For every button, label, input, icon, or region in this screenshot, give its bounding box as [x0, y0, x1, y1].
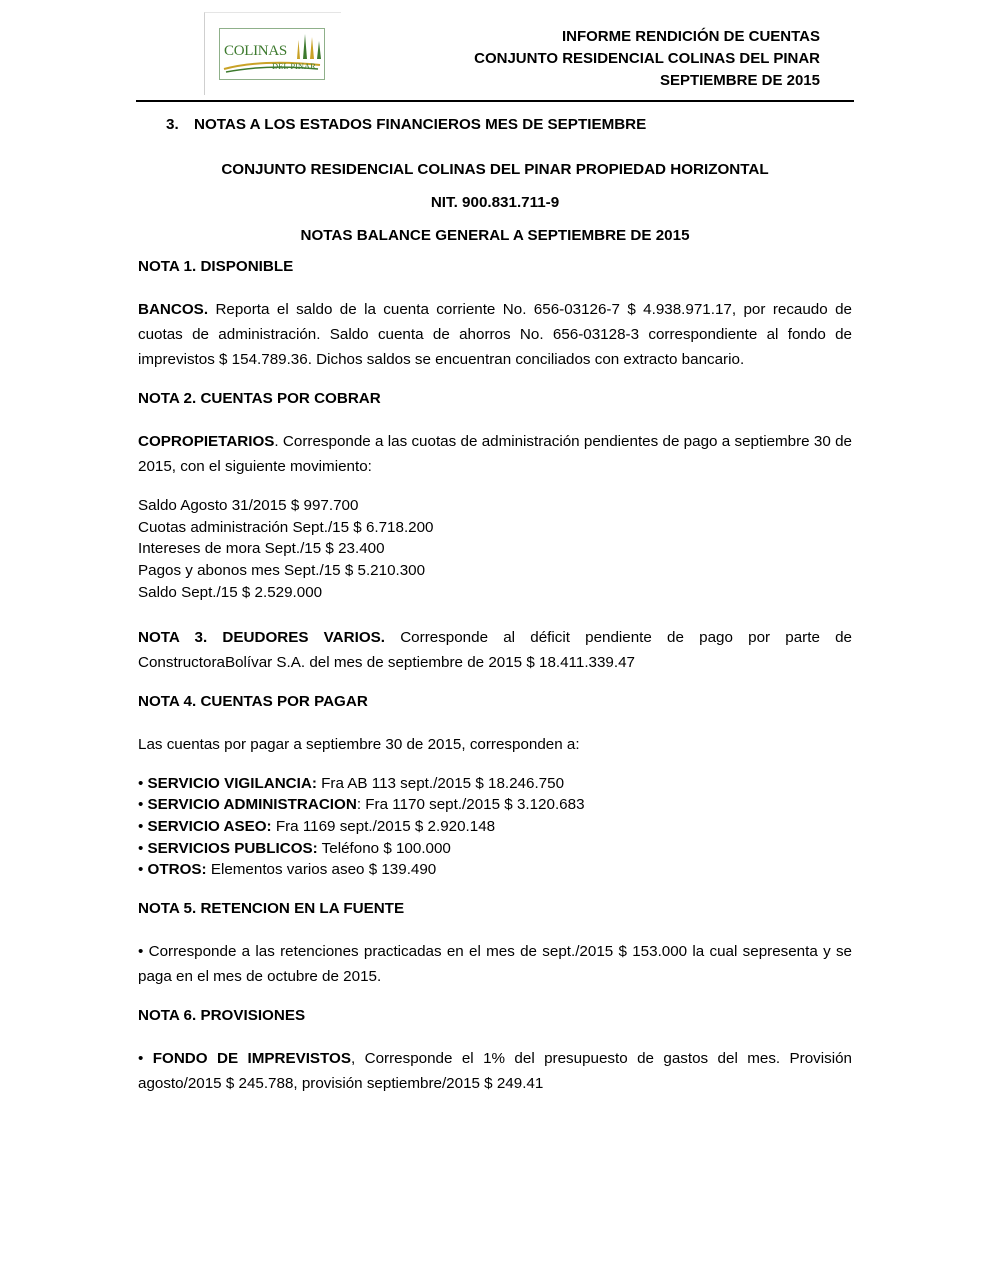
list-item: Cuotas administración Sept./15 $ 6.718.200 — [138, 518, 434, 536]
nota-2-movements — [138, 495, 852, 604]
logo-subtitle: DEL PINAR — [272, 61, 316, 71]
nota-1-title: NOTA 1. DISPONIBLE — [138, 258, 294, 275]
report-header — [474, 26, 820, 92]
list-item — [138, 773, 852, 795]
nota-1-paragraph — [138, 297, 852, 372]
header-divider — [136, 100, 854, 102]
nota-6-text: , Corresponde el 1% del presupuesto de gastos del mes. Provisión agosto/2015 $ 245.788, provisión septiembre/2015 $ 249.41 — [138, 1050, 852, 1093]
bullet: • — [138, 1050, 153, 1068]
logo-frame — [219, 28, 325, 80]
bullet: • — [138, 861, 148, 879]
bullet: • — [138, 774, 148, 792]
pine-trees-icon — [294, 32, 324, 60]
list-item — [138, 859, 852, 881]
list-item-label: SERVICIOS PUBLICOS: — [147, 839, 318, 857]
nota-2-title: NOTA 2. CUENTAS POR COBRAR — [138, 390, 381, 407]
nota-2-text: . Corresponde a las cuotas de administración pendientes de pago a septiembre 30 de 2015, con el siguiente movimiento: — [138, 433, 852, 475]
header-line-date: SEPTIEMBRE DE 2015 — [659, 72, 820, 89]
balance-title: NOTAS BALANCE GENERAL A SEPTIEMBRE DE 2015 — [300, 227, 690, 244]
list-item: Saldo Sept./15 $ 2.529.000 — [138, 583, 323, 601]
nota-4-payables — [138, 773, 852, 882]
list-item-text: Fra AB 113 sept./2015 $ 18.246.750 — [316, 774, 565, 792]
nit-title: NIT. 900.831.711-9 — [430, 194, 560, 211]
nota-4-title: NOTA 4. CUENTAS POR PAGAR — [138, 692, 368, 710]
entity-title: CONJUNTO RESIDENCIAL COLINAS DEL PINAR PROPIEDAD HORIZONTAL — [221, 161, 769, 178]
list-item — [138, 816, 852, 838]
list-item — [138, 794, 852, 816]
list-item — [138, 838, 852, 860]
section-number: 3. — [166, 116, 179, 133]
bullet: • — [138, 796, 148, 814]
list-item-text: Teléfono $ 100.000 — [317, 839, 451, 857]
list-item: Pagos y abonos mes Sept./15 $ 5.210.300 — [138, 562, 426, 580]
list-item: Intereses de mora Sept./15 $ 23.400 — [138, 540, 385, 558]
section-heading — [166, 114, 852, 136]
bullet: • — [138, 817, 148, 835]
nota-1-label: BANCOS. — [138, 301, 209, 318]
nota-6-label: FONDO DE IMPREVISTOS — [152, 1050, 352, 1068]
list-item-text: Fra 1169 sept./2015 $ 2.920.148 — [271, 817, 496, 835]
nota-3-label: NOTA 3. DEUDORES VARIOS. — [138, 628, 386, 646]
nota-3-text: Corresponde al déficit pendiente de pago por parte de ConstructoraBolívar S.A. del mes de septiembre de 2015 $ 18.411.339.47 — [138, 628, 852, 671]
list-item: Saldo Agosto 31/2015 $ 997.700 — [138, 497, 359, 514]
nota-6-paragraph — [138, 1046, 852, 1096]
list-item-text: Elementos varios aseo $ 139.490 — [206, 861, 437, 879]
notes-content — [138, 114, 852, 1112]
nota-2-paragraph — [138, 429, 852, 479]
nota-2-label: COPROPIETARIOS — [138, 433, 275, 450]
list-item-label: SERVICIO ASEO: — [147, 817, 272, 835]
nota-4-intro: Las cuentas por pagar a septiembre 30 de 2015, corresponden a: — [138, 735, 580, 753]
nota-5-paragraph: • Corresponde a las retenciones practicadas en el mes de sept./2015 $ 153.000 la cual sepresenta y se paga en el mes de octubre de 2015. — [138, 943, 852, 986]
nota-1-text: Reporta el saldo de la cuenta corriente No. 656-03126-7 $ 4.938.971.17, por recaudo de cuotas de administración. Saldo cuenta de ahorros No. 656-03128-3 correspondiente al fondo de imprevistos $ 154.789.36. Dichos saldos se encuentran conciliados con extracto bancario. — [138, 301, 852, 368]
list-item-label: SERVICIO ADMINISTRACION — [147, 796, 357, 814]
list-item-label: SERVICIO VIGILANCIA: — [147, 774, 317, 792]
logo — [204, 12, 341, 95]
nota-3-paragraph — [138, 625, 852, 675]
list-item-label: OTROS: — [147, 861, 207, 879]
header-line-entity: CONJUNTO RESIDENCIAL COLINAS DEL PINAR — [474, 50, 820, 67]
nota-5-title: NOTA 5. RETENCION EN LA FUENTE — [138, 900, 405, 918]
list-item-text: : Fra 1170 sept./2015 $ 3.120.683 — [356, 796, 585, 814]
nota-6-title: NOTA 6. PROVISIONES — [138, 1007, 306, 1025]
logo-word: COLINAS — [224, 43, 287, 59]
header-line-report: INFORME RENDICIÓN DE CUENTAS — [561, 28, 820, 45]
bullet: • — [138, 839, 148, 857]
section-title: NOTAS A LOS ESTADOS FINANCIEROS MES DE SEPTIEMBRE — [194, 116, 647, 133]
